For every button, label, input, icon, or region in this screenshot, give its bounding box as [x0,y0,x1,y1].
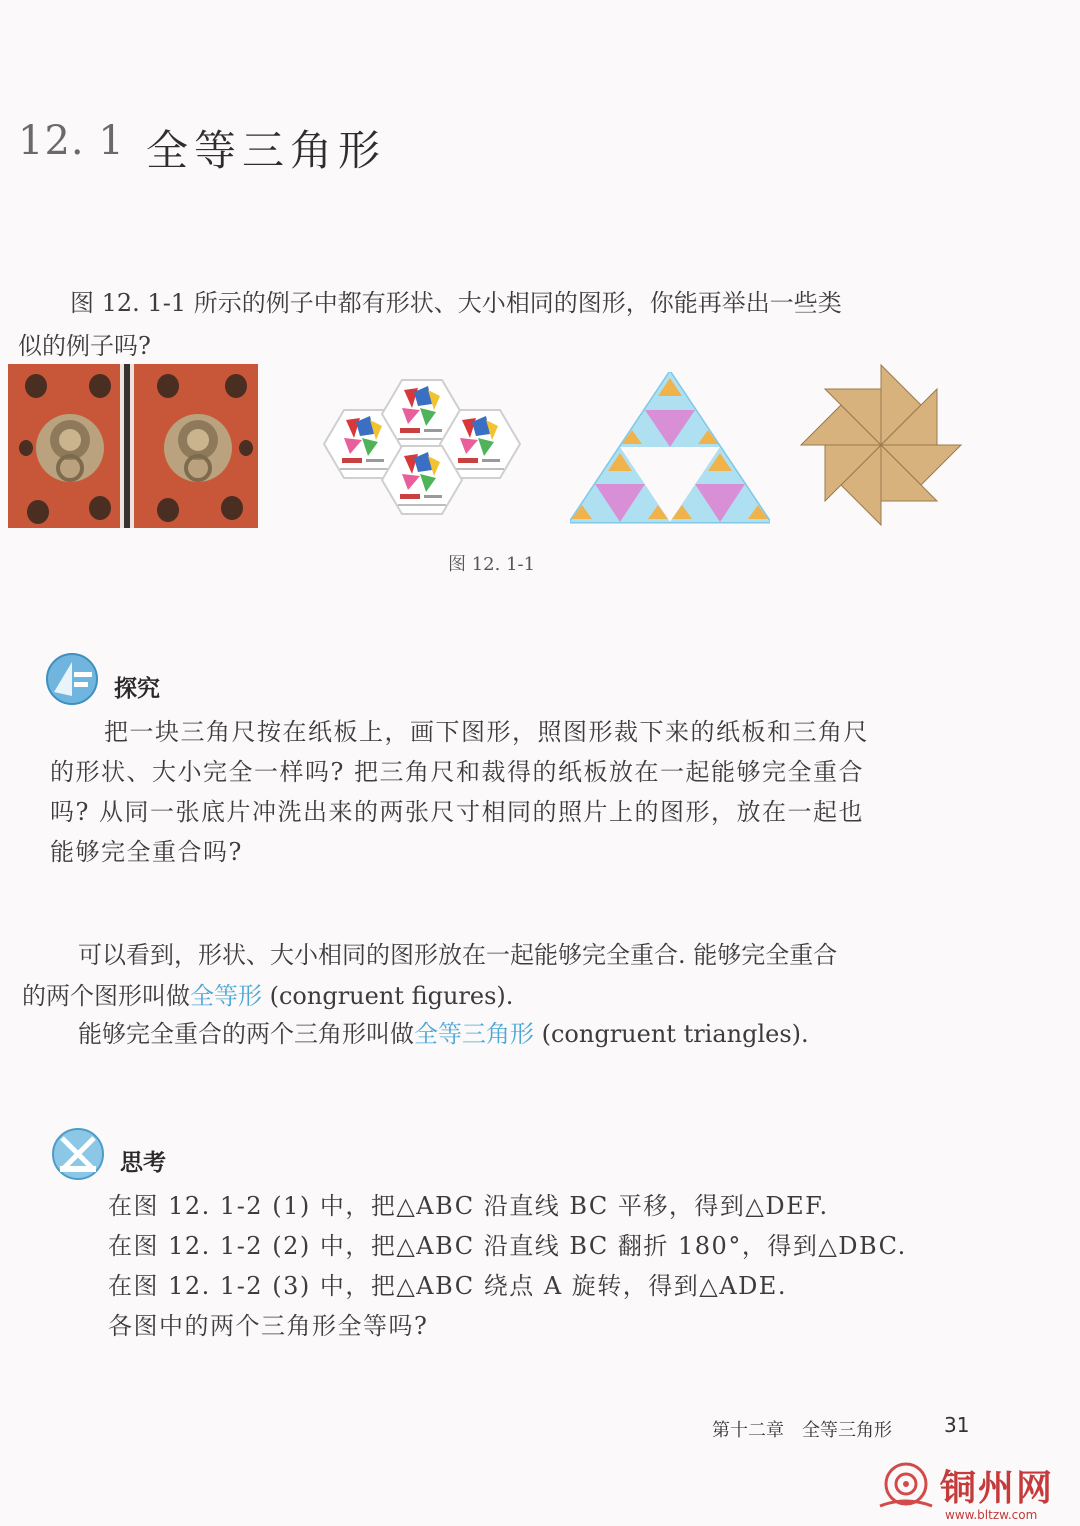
door-knocker-left [36,414,104,482]
definition-text: 能够完全重合的两个三角形叫做 [78,1020,414,1048]
think-line-2: 在图 12. 1-2 (2) 中，把△ABC 沿直线 BC 翻折 180°，得到△DBC. [108,1232,907,1260]
think-line-4: 各图中的两个三角形全等吗? [108,1312,429,1340]
page-number: 31 [944,1413,970,1437]
explore-icon [44,652,102,706]
section-number: 12. 1 [18,118,125,164]
intro-line-1: 图 12. 1-1 所示的例子中都有形状、大小相同的图形，你能再举出一些类 [70,289,842,317]
door-seam [124,364,130,528]
definition-line-2 [22,976,513,1011]
footer-chapter: 第十二章 全等三角形 [712,1420,892,1441]
explore-line-2: 的形状、大小完全一样吗? 把三角尺和裁得的纸板放在一起能够完全重合 [50,758,864,786]
think-label: 思考 [120,1150,166,1176]
term-congruent-triangles: 全等三角形 [414,1020,534,1048]
palace-door-image [8,364,258,528]
definition-english: (congruent triangles). [534,1020,809,1048]
pinwheel-image [788,362,974,528]
explore-label: 探究 [114,676,160,702]
door-knocker-right [164,414,232,482]
watermark-url: www.bltzw.com [945,1508,1038,1522]
explore-line-1: 把一块三角尺按在纸板上，画下图形，照图形裁下来的纸板和三角尺 [104,718,869,746]
pinwheel-blades [801,365,961,525]
watermark-text: 铜州网 [940,1468,1055,1509]
hexagon-stamps-image [306,372,538,524]
section-title: 全等三角形 [146,126,387,175]
think-line-3: 在图 12. 1-2 (3) 中，把△ABC 绕点 A 旋转，得到△ADE. [108,1272,787,1300]
term-congruent-figures: 全等形 [190,982,262,1010]
definition-text: 的两个图形叫做 [22,982,190,1010]
definition-line-1: 可以看到，形状、大小相同的图形放在一起能够完全重合. 能够完全重合 [78,941,838,969]
think-line-1: 在图 12. 1-2 (1) 中，把△ABC 沿直线 BC 平移，得到△DEF. [108,1192,829,1220]
figure-caption: 图 12. 1-1 [448,554,536,575]
think-icon [50,1126,108,1182]
explore-line-4: 能够完全重合吗? [50,838,243,866]
intro-line-2: 似的例子吗? [18,332,151,360]
definition-english: (congruent figures). [262,982,514,1010]
definition-line-3 [78,1014,809,1049]
sierpinski-triangle-image [570,372,770,524]
sierpinski-top [620,372,720,447]
watermark-logo-icon [876,1460,936,1512]
explore-line-3: 吗? 从同一张底片冲洗出来的两张尺寸相同的照片上的图形，放在一起也 [50,798,864,826]
